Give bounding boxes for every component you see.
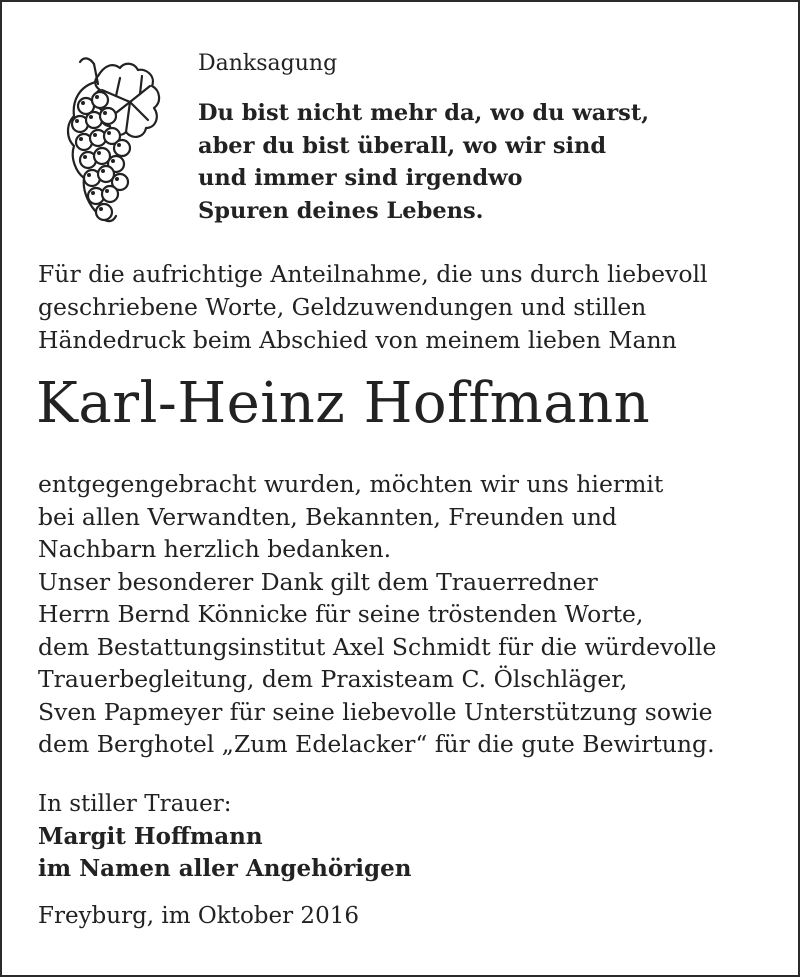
intro-line: Für die aufrichtige Anteilnahme, die uns durch liebevoll xyxy=(38,260,708,288)
intro-line: Händedruck beim Abschied von meinem lieben Mann xyxy=(38,326,677,354)
signature-name: Margit Hoffmann xyxy=(38,822,263,850)
intro-line: geschriebene Worte, Geldzuwendungen und stillen xyxy=(38,293,647,321)
place-and-date: Freyburg, im Oktober 2016 xyxy=(38,903,359,929)
verse-line: Spuren deines Lebens. xyxy=(198,197,484,224)
body-line: Unser besonderer Dank gilt dem Trauerredner xyxy=(38,567,598,596)
body-line: dem Bestattungsinstitut Axel Schmidt für die würdevolle xyxy=(38,632,717,661)
body-line: Nachbarn herzlich bedanken. xyxy=(38,535,392,563)
grape-vine-icon xyxy=(60,54,170,229)
notice-heading: Danksagung xyxy=(198,51,338,76)
body-line: Herrn Bernd Könnicke für seine tröstenden Worte, xyxy=(38,600,644,628)
signature-family: im Namen aller Angehörigen xyxy=(38,855,412,882)
body-line: entgegengebracht wurden, möchten wir uns hiermit xyxy=(38,470,664,498)
verse-line: Du bist nicht mehr da, wo du warst, xyxy=(198,100,650,126)
verse-line: aber du bist überall, wo wir sind xyxy=(198,132,607,159)
signature-intro: In stiller Trauer: xyxy=(38,791,232,817)
memorial-verse xyxy=(198,97,649,227)
body-line: Sven Papmeyer für seine liebevolle Unterstützung sowie xyxy=(38,697,713,726)
deceased-name: Karl-Heinz Hoffmann xyxy=(36,371,651,436)
body-line: bei allen Verwandten, Bekannten, Freunden und xyxy=(38,502,617,531)
thanks-paragraph xyxy=(38,468,716,761)
signature-block xyxy=(38,788,411,886)
body-line: Trauerbegleitung, dem Praxisteam C. Ölschläger, xyxy=(38,665,628,693)
verse-line: und immer sind irgendwo xyxy=(198,165,523,191)
body-line: dem Berghotel „Zum Edelacker“ für die gute Bewirtung. xyxy=(38,730,715,758)
intro-paragraph xyxy=(38,258,708,357)
